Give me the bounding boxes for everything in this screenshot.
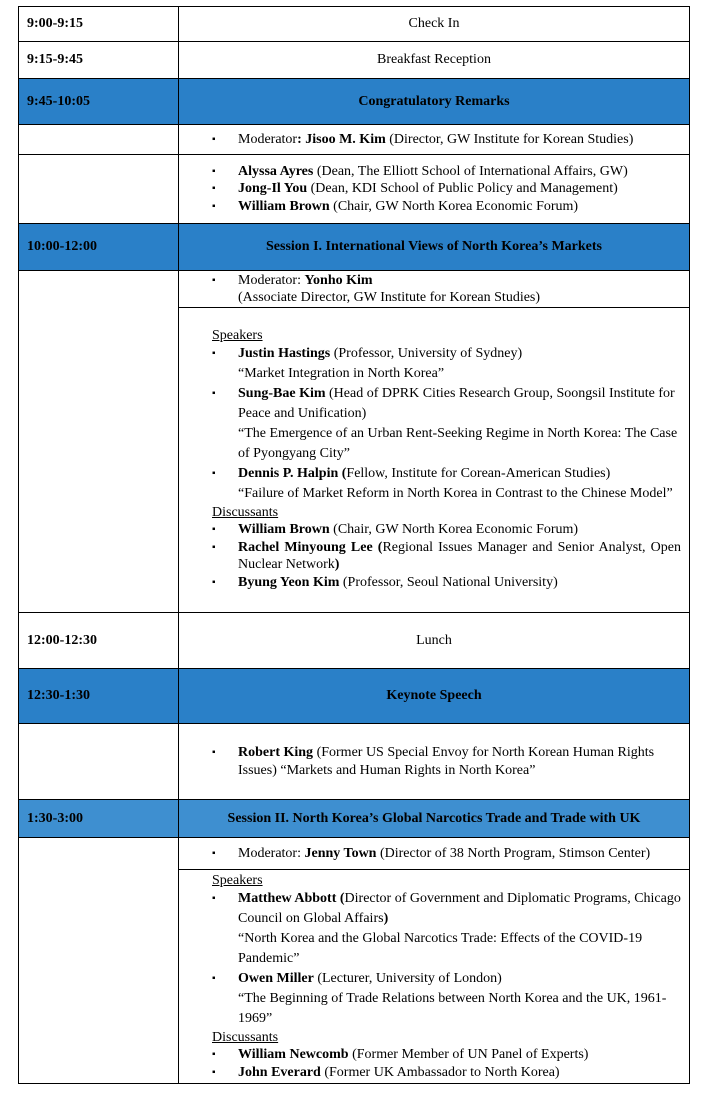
agenda-row-breakfast: [19, 42, 690, 79]
list-item: ▪ William Brown (Chair, GW North Korea Economic Forum): [212, 198, 579, 214]
discussants-heading: Discussants: [212, 1030, 279, 1045]
list-item: ▪ Alyssa Ayres (Dean, The Elliott School of International Affairs, GW): [212, 163, 628, 179]
time-cell: 9:45-10:05: [19, 79, 179, 125]
time-cell: 9:00-9:15: [19, 7, 179, 42]
agenda-row-session-1: [19, 224, 690, 271]
speakers-heading: Speakers: [212, 328, 263, 343]
list-item: ▪ Owen Miller (Lecturer, University of London) “The Beginning of Trade Relations between North Korea and the UK, 1961-1969”: [212, 971, 667, 1026]
moderator-row: [19, 838, 690, 870]
list-item: ▪ William Brown (Chair, GW North Korea Economic Forum): [212, 522, 579, 537]
list-item: ▪ Byung Yeon Kim (Professor, Seoul National University): [212, 574, 558, 590]
discussants-list: [179, 521, 689, 591]
list-item: ▪ John Everard (Former UK Ambassador to North Korea): [212, 1064, 560, 1080]
list-item: ▪ Robert King (Former US Special Envoy for North Korean Human Rights Issues) “Markets and Human Rights in North Korea”: [212, 745, 655, 778]
agenda-table: [18, 6, 690, 1084]
speakers-heading: Speakers: [212, 873, 263, 888]
session-title: Check In: [179, 7, 690, 42]
speakers-row: [19, 155, 690, 224]
moderator-row: [19, 271, 690, 308]
session-title: Lunch: [179, 613, 690, 669]
agenda-row-congratulatory: [19, 79, 690, 125]
discussants-list: [179, 1046, 689, 1081]
list-item: ▪ Justin Hastings (Professor, University of Sydney) “Market Integration in North Korea”: [212, 346, 523, 381]
session-title: Congratulatory Remarks: [179, 79, 690, 125]
list-item: ▪ Dennis P. Halpin (Fellow, Institute for Corean-American Studies) “Failure of Market Reform in North Korea in Contrast to the Chinese Model”: [212, 466, 673, 501]
list-item: ▪ Moderator: Jenny Town (Director of 38 North Program, Stimson Center): [212, 845, 651, 861]
session-title: Session II. North Korea’s Global Narcotics Trade and Trade with UK: [179, 800, 690, 838]
list-item: ▪ Moderator: Yonho Kim (Associate Director, GW Institute for Korean Studies): [212, 272, 541, 305]
session-title: Keynote Speech: [179, 669, 690, 724]
list-item: ▪ Sung-Bae Kim (Head of DPRK Cities Research Group, Soongsil Institute for Peace and Unification) “The Emergence of an Urban Rent-Seeking Regime in North Korea: The Case of Pyongyang City”: [212, 386, 678, 461]
discussants-heading: Discussants: [212, 505, 279, 520]
speakers-list: [179, 344, 689, 504]
list-item: ▪ William Newcomb (Former Member of UN Panel of Experts): [212, 1047, 589, 1062]
agenda-row-session-2: [19, 800, 690, 838]
time-cell: 12:30-1:30: [19, 669, 179, 724]
list-item: ▪ Rachel Minyoung Lee (Regional Issues Manager and Senior Analyst, Open Nuclear Network): [212, 539, 681, 572]
time-cell: 12:00-12:30: [19, 613, 179, 669]
speakers-list: [179, 744, 689, 779]
speakers-row: [19, 724, 690, 800]
time-cell: 1:30-3:00: [19, 800, 179, 838]
session-title: Session I. International Views of North Korea’s Markets: [179, 224, 690, 271]
session-title: Breakfast Reception: [179, 42, 690, 79]
speakers-list: [179, 889, 689, 1029]
agenda-row-keynote: [19, 669, 690, 724]
moderator-list: [179, 131, 689, 149]
agenda-row-checkin: [19, 7, 690, 42]
moderator-row: [19, 125, 690, 155]
bullet-icon: ▪: [212, 133, 216, 145]
list-item: ▪ Matthew Abbott (Director of Government and Diplomatic Programs, Chicago Council on Global Affairs) “North Korea and the Global Narcotics Trade: Effects of the COVID-19 Pandemic”: [212, 891, 681, 966]
list-item: ▪ Moderator: Jisoo M. Kim (Director, GW Institute for Korean Studies): [212, 131, 634, 147]
list-item: ▪ Jong-Il You (Dean, KDI School of Public Policy and Management): [212, 181, 618, 197]
moderator-list: [179, 272, 689, 307]
speakers-list: [179, 163, 689, 216]
time-cell: 10:00-12:00: [19, 224, 179, 271]
time-cell: 9:15-9:45: [19, 42, 179, 79]
moderator-list: [179, 845, 689, 863]
agenda-row-lunch: [19, 613, 690, 669]
